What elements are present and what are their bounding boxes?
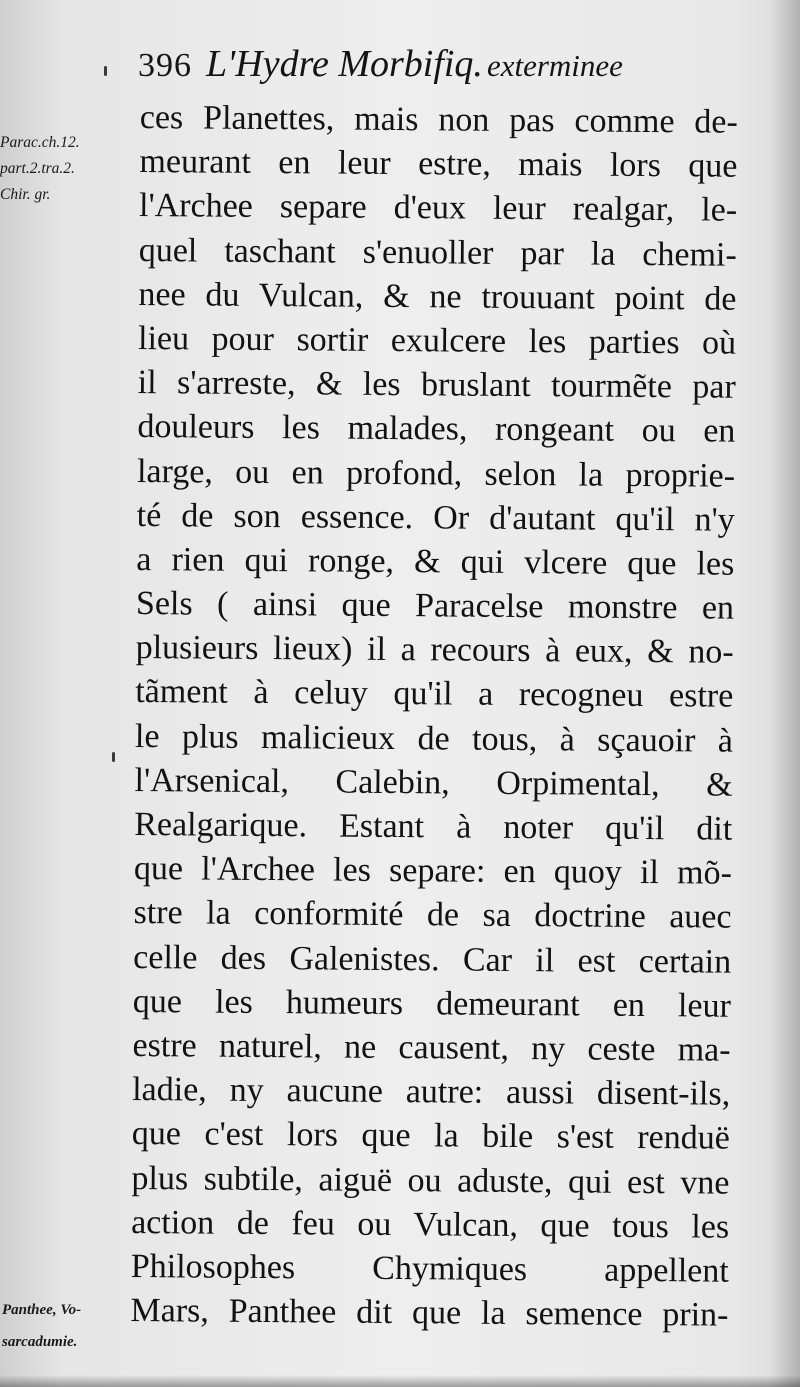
body-text [130,96,770,1387]
margin-note: Chir. gr. [0,186,51,203]
text-line: le plus malicieux de tous, à sçauoir à [134,717,734,760]
running-title: L'Hydre Morbifiq. [206,43,483,85]
text-line: lieu pour sortir exulcere les parties où [137,319,737,362]
text-line: action de feu ou Vulcan, que tous les [131,1203,730,1246]
margin-note: sarcadumie. [2,1334,78,1350]
text-line: meurant en leur estre, mais lors que [139,143,738,185]
text-line: ces Planettes, mais non pas comme de- [139,98,738,141]
ink-mark [104,66,107,76]
text-line: que c'est lors que la bile s'est renduë [131,1115,730,1157]
text-line: stre la conformité de sa doctrine auec [133,894,732,937]
margin-notes-top [0,130,140,208]
text-line: Mars, Panthee dit que la semence prin- [130,1292,729,1334]
text-line: té de son essence. Or d'autant qu'il n'y [136,496,735,539]
running-header [138,42,738,96]
text-line: large, ou en profond, selon la proprie- [136,452,736,495]
margin-note: part.2.tra.2. [0,160,75,177]
page-edge-shadow [770,0,800,1387]
text-line: que l'Archee les separe: en quoy il mõ- [133,850,733,892]
text-line: Philosophes Chymiques appellent [130,1247,729,1290]
text-line: celle des Galenistes. Car il est certain [133,938,732,981]
text-line: Realgarique. Estant à noter qu'il dit [134,805,733,848]
running-title-continuation: exterminee [486,48,623,83]
text-line: nee du Vulcan, & ne trouuant point de [138,275,737,318]
margin-note: Panthee, Vo- [2,1302,82,1318]
text-line: il s'arreste, & les bruslant tourmẽte par [137,364,736,406]
text-line: plus subtile, aiguë ou aduste, qui est vne [131,1159,730,1202]
text-line: l'Archee separe d'eux leur realgar, le- [138,187,738,230]
text-line: quel taschant s'enuoller par la chemi- [138,231,737,274]
page-number: 396 [138,47,192,84]
text-line: a rien qui ronge, & qui vlcere que les [136,540,735,583]
text-line: plusieurs lieux) il a recours à eux, & no- [135,629,734,671]
text-line: Sels ( ainsi que Paracelse monstre en [135,585,735,627]
margin-note: Parac.ch.12. [0,134,80,151]
text-line: tãment à celuy qu'il a recogneu estre [135,673,734,716]
text-line: l'Arsenical, Calebin, Orpimental, & [134,761,733,804]
text-line: que les humeurs demeurant en leur [132,982,732,1025]
text-line: estre naturel, ne causent, ny ceste ma- [132,1026,731,1069]
margin-notes-bottom [2,1294,162,1358]
ink-mark [112,752,115,762]
text-line: douleurs les malades, rongeant ou en [137,408,736,450]
text-line: ladie, ny aucune autre: aussi disent-ils, [132,1071,731,1113]
